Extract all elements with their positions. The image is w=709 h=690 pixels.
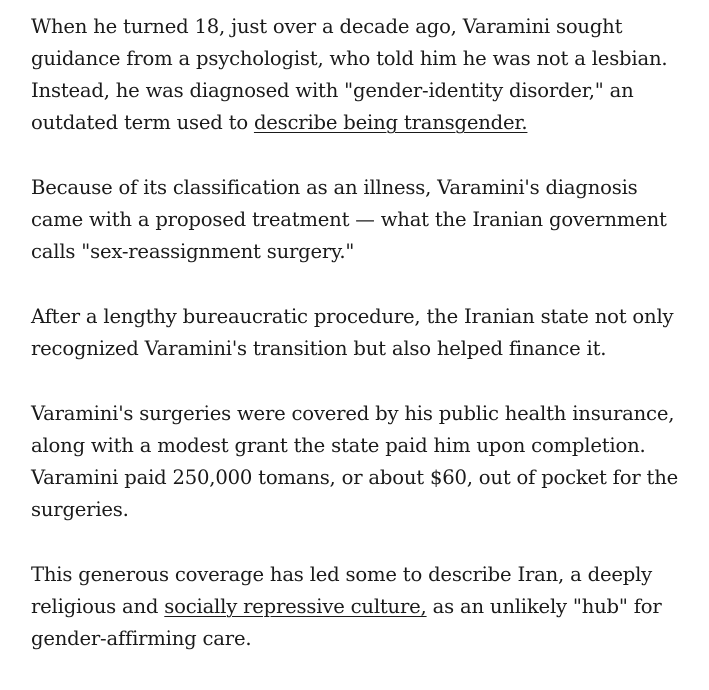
- paragraph-text: When he turned 18, just over a decade ago, Varamini sought guidance from a psychologist, who told him he was not a lesbian. Instead, he was diagnosed with "gender-identity disorder," an outdated term used to: [31, 15, 668, 134]
- paragraph-text: as an unlikely "hub" for gender-affirming care.: [31, 595, 662, 650]
- socially-repressive-culture-link[interactable]: socially repressive culture,: [164, 595, 427, 618]
- paragraph-5: [31, 559, 691, 655]
- paragraph-text: This generous coverage has led some to describe Iran, a deeply religious and: [31, 563, 653, 618]
- paragraph-2: [31, 172, 691, 268]
- paragraph-text: Because of its classification as an illness, Varamini's diagnosis came with a proposed treatment — what the Iranian government calls "sex-reassignment surgery.": [31, 176, 667, 263]
- paragraph-text: After a lengthy bureaucratic procedure, the Iranian state not only recognized Varamini's transition but also helped finance it.: [31, 305, 674, 360]
- paragraph-text: Varamini's surgeries were covered by his public health insurance, along with a modest grant the state paid him upon completion. Varamini paid 250,000 tomans, or about $60, out of pocket for the surgeries.: [31, 402, 679, 521]
- paragraph-4: [31, 398, 691, 526]
- paragraph-1: [31, 11, 691, 139]
- article-body: [31, 11, 691, 688]
- describe-being-transgender-link[interactable]: describe being transgender.: [253, 111, 528, 134]
- paragraph-3: [31, 301, 691, 365]
